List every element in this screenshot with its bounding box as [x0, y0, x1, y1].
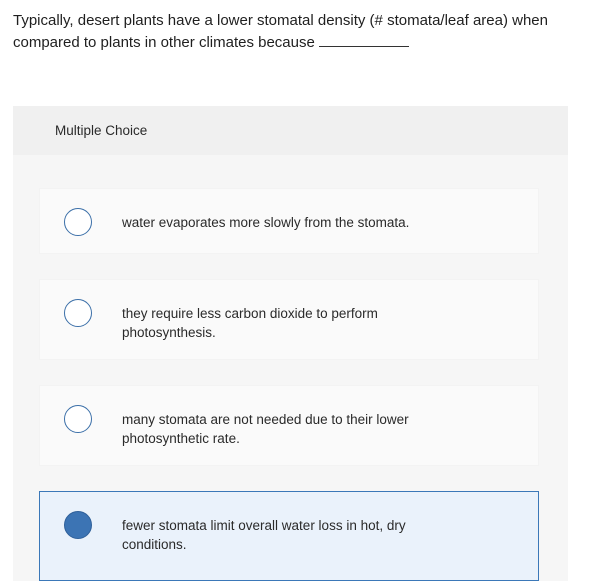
radio-button-icon[interactable] [64, 405, 92, 433]
choice-option-1[interactable] [39, 188, 539, 254]
radio-button-icon[interactable] [64, 208, 92, 236]
radio-button-selected-icon[interactable] [64, 511, 92, 539]
choice-label: water evaporates more slowly from the stomata. [122, 215, 410, 230]
question-text: Typically, desert plants have a lower stomatal density (# stomata/leaf area) when compared to plants in other climates because [13, 12, 548, 51]
choice-option-4[interactable] [39, 491, 539, 581]
panel-title: Multiple Choice [55, 123, 148, 138]
choice-option-3[interactable] [39, 385, 539, 466]
choice-option-2[interactable] [39, 279, 539, 360]
choice-label: many stomata are not needed due to their lower photosynthetic rate. [122, 412, 409, 446]
choice-label: fewer stomata limit overall water loss in hot, dry conditions. [122, 518, 406, 552]
choice-label: they require less carbon dioxide to perform photosynthesis. [122, 306, 378, 340]
answer-blank [319, 32, 409, 47]
question-prompt [13, 10, 573, 53]
radio-button-icon[interactable] [64, 299, 92, 327]
panel-header [13, 106, 568, 155]
multiple-choice-panel [13, 106, 568, 581]
